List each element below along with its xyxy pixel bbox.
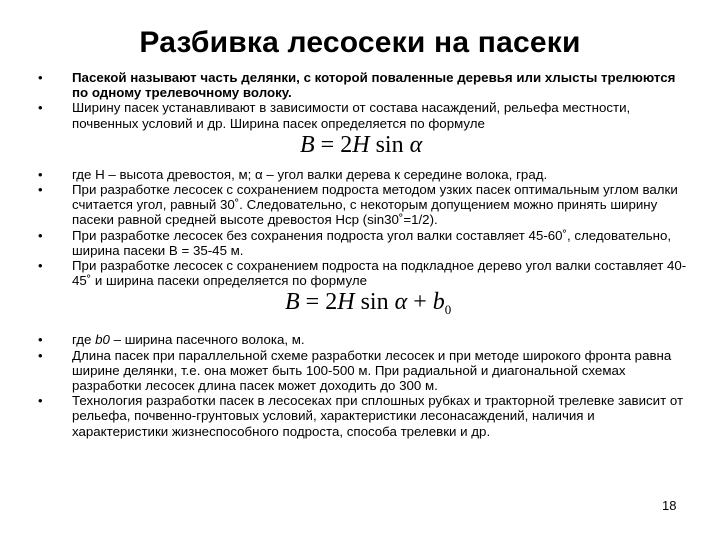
bullet-dot: • bbox=[38, 258, 43, 274]
formula-var-alpha: α bbox=[394, 289, 408, 316]
bullet-dot: • bbox=[38, 227, 43, 243]
bullet-where-b0 bbox=[38, 332, 688, 347]
bullet-dot: • bbox=[38, 166, 43, 182]
bullet-strip-length bbox=[38, 348, 688, 394]
bullet-text: Длина пасек при параллельной схеме разработки лесосек и при методе широкого фронта равна ширине делянки, т.е. она может быть 100-500 м. При радиальной и диагональной схемах разработки лесосек длина пасек может доходить до 300 м. bbox=[72, 347, 672, 394]
bullet-without-undergrowth bbox=[38, 228, 688, 258]
page-number: 18 bbox=[662, 498, 677, 513]
bullet-text: Технология разработки пасек в лесосеках при сплошных рубках и тракторной трелевке зависит от рельефа, почвенно-грунтовых условий, характеристики лесонасаждений, наличия и характеристики жизнеспособного подроста, способа трелевки и др. bbox=[72, 393, 684, 439]
bullet-support-tree bbox=[38, 258, 688, 288]
formula-equals: = 2 bbox=[299, 289, 338, 316]
formula-var-alpha: α bbox=[409, 131, 423, 158]
bullet-where-h bbox=[38, 167, 688, 182]
bullet-text-prefix: где bbox=[72, 332, 96, 348]
spacer bbox=[38, 324, 688, 332]
bullet-text: Пасекой называют часть делянки, с которой поваленные деревья или хлысты трелюются по одному трелевочному волоку. bbox=[72, 70, 676, 101]
bullet-text: При разработке лесосек с сохранением подроста методом узких пасек оптимальным углом валки считается угол, равный 30˚. Следовательно, с некоторым допущением можно принять ширину пасеки равной средней высоте древостоя Hср (sin30˚=1/2). bbox=[72, 182, 678, 228]
formula-width bbox=[38, 131, 688, 159]
bullet-dot: • bbox=[38, 70, 43, 85]
slide-title: Разбивка лесосеки на пасеки bbox=[139, 26, 581, 59]
formula-equals: = 2 bbox=[314, 131, 353, 158]
spacer bbox=[38, 159, 688, 167]
bullet-text-suffix: – ширина пасечного волока, м. bbox=[109, 332, 305, 348]
formula-var-h: H bbox=[352, 131, 370, 158]
bullet-text: При разработке лесосек без сохранения подроста угол валки составляет 45-60˚, следовательно, ширина пасеки B = 35-45 м. bbox=[72, 227, 672, 258]
bullet-var-b0: b0 bbox=[95, 332, 110, 348]
bullet-dot: • bbox=[38, 182, 43, 198]
formula-plus: + bbox=[407, 289, 433, 316]
formula-var-b0: b bbox=[432, 289, 445, 316]
bullet-text: При разработке лесосек с сохранением подроста на подкладное дерево угол валки составляет 40-45˚ и ширина пасеки определяется по формуле bbox=[72, 258, 687, 289]
bullet-text: где H – высота древостоя, м; α – угол валки дерева к середине волока, град. bbox=[72, 166, 548, 182]
bullet-dot: • bbox=[38, 332, 43, 348]
formula-var-h: H bbox=[337, 289, 355, 316]
formula-sin: sin bbox=[354, 289, 395, 316]
bullet-width bbox=[38, 100, 688, 130]
bullet-technology bbox=[38, 393, 688, 439]
slide-content bbox=[38, 70, 688, 439]
formula-var-b: B bbox=[285, 289, 300, 316]
bullet-narrow-strips bbox=[38, 182, 688, 228]
bullet-text: Ширину пасек устанавливают в зависимости от состава насаждений, рельефа местности, почвенных условий и др. Ширина пасек определяется по формуле bbox=[72, 100, 631, 131]
formula-var-b: B bbox=[300, 131, 315, 158]
bullet-dot: • bbox=[38, 393, 43, 409]
bullet-dot: • bbox=[38, 100, 43, 116]
bullet-dot: • bbox=[38, 347, 43, 363]
bullet-definition bbox=[38, 70, 688, 100]
formula-sin: sin bbox=[369, 131, 410, 158]
formula-width-with-road bbox=[38, 288, 688, 324]
formula-subscript-zero: 0 bbox=[444, 302, 452, 318]
